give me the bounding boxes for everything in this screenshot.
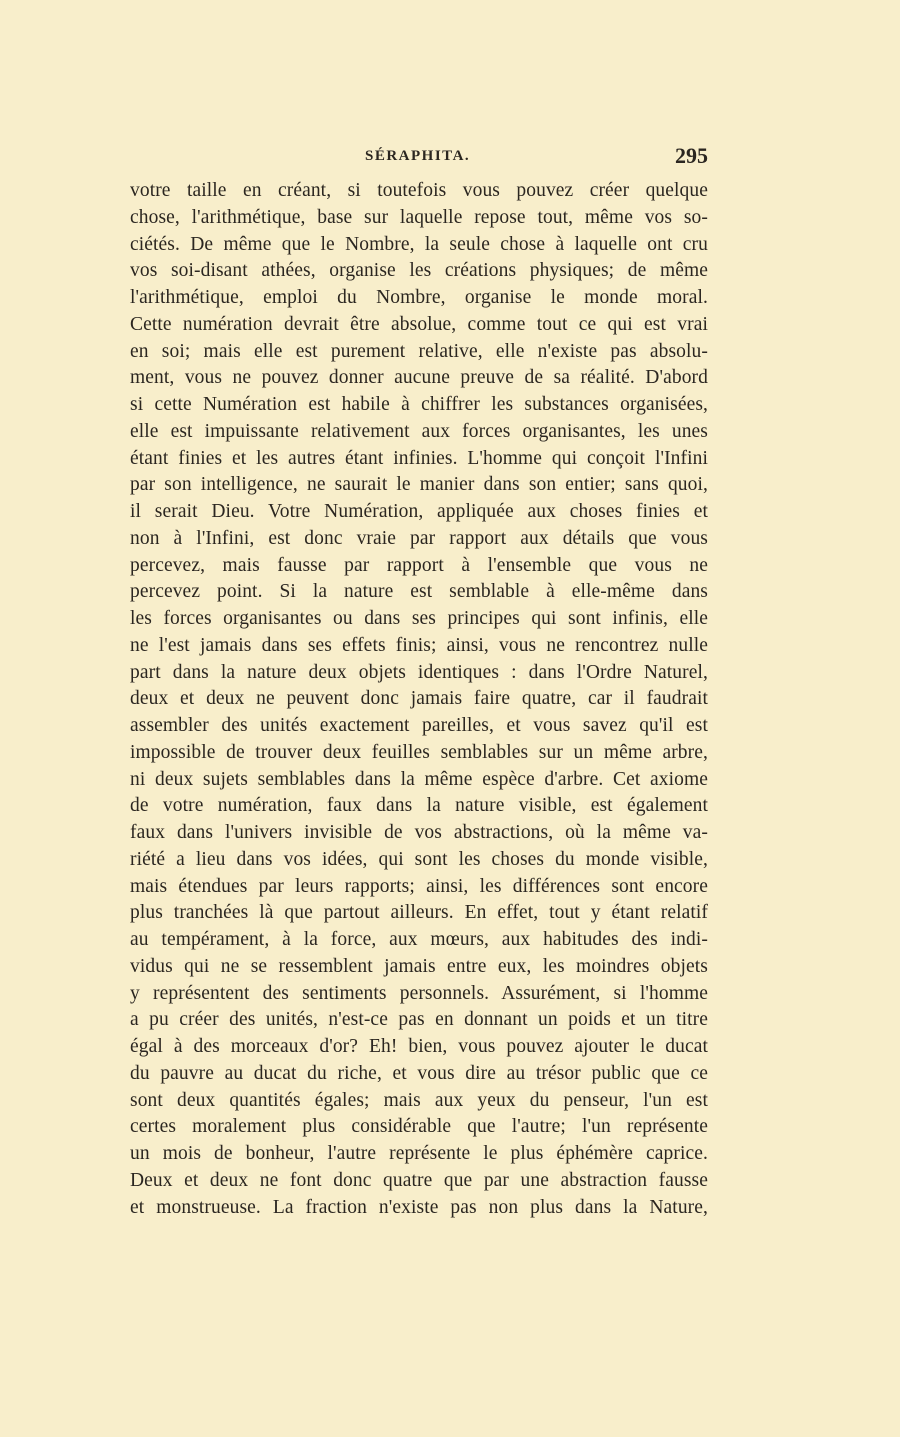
text-line: plus tranchées là que partout ailleurs. En effet, tout y étant relatif: [130, 902, 708, 924]
text-line: égal à des morceaux d'or? Eh! bien, vous pouvez ajouter le ducat: [130, 1036, 708, 1057]
text-line: étant finies et les autres étant infinies. L'homme qui conçoit l'Infini: [130, 447, 708, 469]
page-body-text: [130, 178, 708, 1221]
text-line: riété a lieu dans vos idées, qui sont les choses du monde visible,: [130, 848, 708, 870]
page-number: 295: [675, 143, 708, 168]
text-line: au tempérament, à la force, aux mœurs, aux habitudes des indi-: [130, 929, 708, 950]
text-line: les forces organisantes ou dans ses principes qui sont infinis, elle: [130, 608, 708, 629]
text-line: sont deux quantités égales; mais aux yeux du penseur, l'un est: [130, 1089, 708, 1111]
text-line: si cette Numération est habile à chiffrer les substances organisées,: [130, 394, 708, 415]
text-line: non à l'Infini, est donc vraie par rapport aux détails que vous: [130, 527, 708, 549]
text-line: y représentent des sentiments personnels. Assurément, si l'homme: [130, 982, 708, 1004]
text-line: l'arithmétique, emploi du Nombre, organise le monde moral.: [130, 287, 708, 308]
text-line: elle est impuissante relativement aux forces organisantes, les unes: [130, 420, 708, 442]
text-line: votre taille en créant, si toutefois vous pouvez créer quelque: [130, 180, 708, 201]
page-header: [130, 143, 708, 171]
text-line: ment, vous ne pouvez donner aucune preuve de sa réalité. D'abord: [130, 367, 708, 389]
text-line: faux dans l'univers invisible de vos abstractions, où la même va-: [130, 822, 708, 843]
text-line: vos soi-disant athées, organise les créations physiques; de même: [130, 260, 708, 282]
text-line: part dans la nature deux objets identiques : dans l'Ordre Naturel,: [130, 661, 708, 683]
text-line: et monstrueuse. La fraction n'existe pas non plus dans la Nature,: [130, 1196, 708, 1218]
text-line: assembler des unités exactement pareilles, et vous savez qu'il est: [130, 715, 708, 736]
text-line: chose, l'arithmétique, base sur laquelle repose tout, même vos so-: [130, 206, 708, 228]
text-line: Cette numération devrait être absolue, comme tout ce qui est vrai: [130, 313, 708, 335]
text-line: ne l'est jamais dans ses effets finis; ainsi, vous ne rencontrez nulle: [130, 634, 708, 656]
text-line: un mois de bonheur, l'autre représente le plus éphémère caprice.: [130, 1143, 708, 1164]
text-line: mais étendues par leurs rapports; ainsi, les différences sont encore: [130, 875, 708, 897]
text-line: en soi; mais elle est purement relative, elle n'existe pas absolu-: [130, 340, 708, 362]
text-line: a pu créer des unités, n'est-ce pas en donnant un poids et un titre: [130, 1009, 708, 1031]
running-title: SÉRAPHITA.: [365, 148, 471, 164]
text-line: deux et deux ne peuvent donc jamais faire quatre, car il faudrait: [130, 688, 708, 710]
text-line: certes moralement plus considérable que l'autre; l'un représente: [130, 1116, 708, 1138]
text-line: Deux et deux ne font donc quatre que par une abstraction fausse: [130, 1169, 708, 1191]
text-line: il serait Dieu. Votre Numération, appliquée aux choses finies et: [130, 501, 708, 522]
text-line: vidus qui ne se ressemblent jamais entre eux, les moindres objets: [130, 955, 708, 977]
text-line: ni deux sujets semblables dans la même espèce d'arbre. Cet axiome: [130, 768, 708, 790]
text-line: percevez point. Si la nature est semblable à elle-même dans: [130, 581, 708, 603]
text-line: percevez, mais fausse par rapport à l'ensemble que vous ne: [130, 554, 708, 576]
text-line: de votre numération, faux dans la nature visible, est également: [130, 795, 708, 817]
text-line: par son intelligence, ne saurait le manier dans son entier; sans quoi,: [130, 474, 708, 496]
text-line: du pauvre au ducat du riche, et vous dire au trésor public que ce: [130, 1062, 708, 1084]
text-line: impossible de trouver deux feuilles semblables sur un même arbre,: [130, 741, 708, 763]
text-line: ciétés. De même que le Nombre, la seule chose à laquelle ont cru: [130, 233, 708, 255]
